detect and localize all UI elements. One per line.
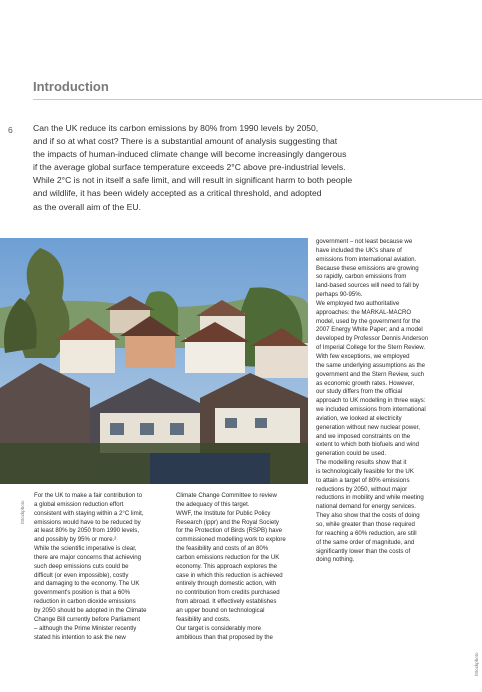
page-number: 6 [8,125,13,135]
col3-paragraph-2: We employed two authoritative approaches: the MARKAL-MACRO model, used by the government for the 2007 Energy White Paper; and a model developed by Professor Dennis Anderson of Imperial College for the Stern Review. [316,299,429,352]
col1-paragraph-2: While the scientific imperative is clear, there are major concerns that achieving such deep emissions cuts could be difficult (or even impossible), costly and damaging to the economy. The UK government's position is that a 60% reduction in carbon dioxide emissions by 2050 should be adopted in the Climate Change Bill currently before Parliament – although the Prime Minister recently stated his intention to ask the new [34,545,147,641]
col1-paragraph-1: For the UK to make a fair contribution to a global emission reduction effort consistent with staying within a 2°C limit, emissions would have to be reduced by at least 80% by 2050 from 1990 levels, and possibly by 95% or more.² [34,492,144,544]
col2-paragraph-2: WWF, the Institute for Public Policy Research (ippr) and the Royal Society for the Protection of Birds (RSPB) have commissioned modelling work to explore the feasibility and costs of an 80% carbon emissions reduction for the UK economy. This approach explores the case in which this reduction is achieved entirely through domestic action, with no contribution from credits purchased from abroad. It effectively establishes an upper bound on technological feasibility and costs. [176,509,286,623]
photo-credit: iStockphoto [20,500,25,524]
text-column-3 [316,238,451,565]
photo-credit-secondary: iStockphoto [474,652,479,676]
col3-paragraph-4: The modelling results show that it is technologically feasible for the UK to attain a target of 80% emissions reductions by 2050, without major reductions in mobility and while meeting national demand for energy services. They also show that the costs of doing so, while greater than those required for reaching a 60% reduction, are still of the same order of magnitude, and significantly lower than the costs of doing nothing. [316,459,424,564]
intro-paragraph: Can the UK reduce its carbon emissions by 80% from 1990 levels by 2050, and if so at what cost? There is a substantial amount of analysis suggesting that the impacts of human-induced climate change will become increasingly dangerous if the average global surface temperature exceeds 2°C above pre-industrial levels. While 2°C is not in itself a safe limit, and will result in significant harm to both people and wildlife, it has been widely accepted as a critical threshold, and adopted as the overall aim of the EU. [33,123,353,212]
text-column-1 [34,492,164,642]
text-column-2 [176,492,306,642]
col2-paragraph-3: Our target is considerably more ambitious than that proposed by the [176,624,273,641]
col3-paragraph-3: With few exceptions, we employed the same underlying assumptions as the government and the Stern Review, such as economic growth rates. However, our study differs from the official approach to UK modelling in three ways: we included emissions from international aviation, we looked at electricity generation without new nuclear power, and we imposed constraints on the extent to which both biofuels and wind generation could be used. [316,352,426,458]
col3-paragraph-1: government – not least because we have included the UK's share of emissions from international aviation. Because these emissions are growing so rapidly, carbon emissions from land-based sources will need to fall by perhaps 90-95%. [316,238,419,299]
page-heading: Introduction [33,79,109,94]
col2-paragraph-1: Climate Change Committee to review the adequacy of this target. [176,492,277,508]
heading-rule [33,99,482,100]
houses-illustration [0,238,308,484]
suburban-houses-photo [0,238,308,484]
